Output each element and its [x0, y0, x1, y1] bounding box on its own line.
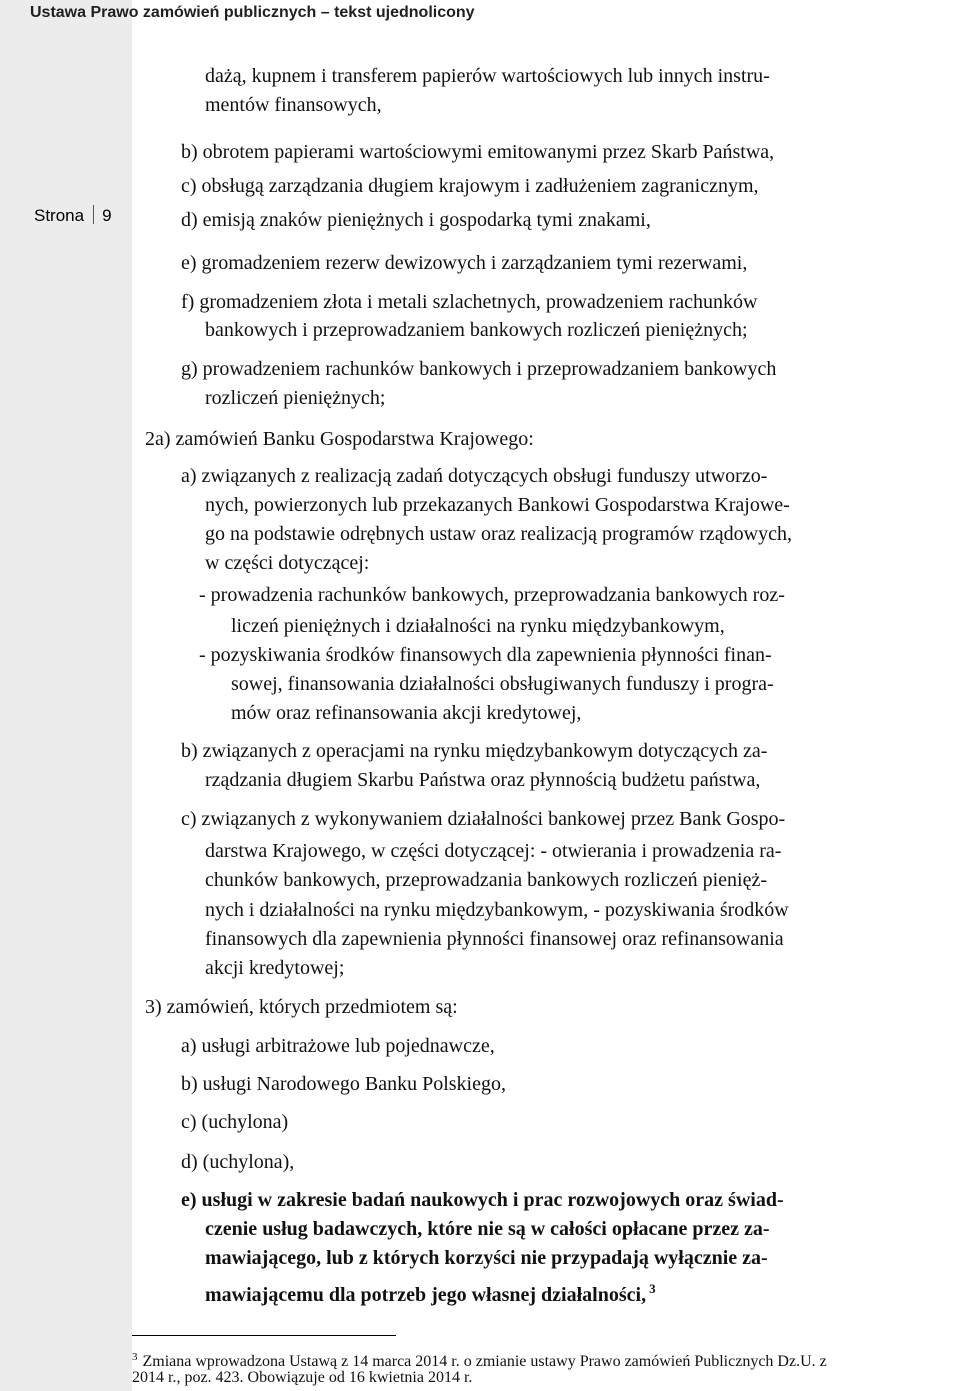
footnote-number: 3 [132, 1351, 138, 1363]
text-line: d) emisją znaków pieniężnych i gospodarką tymi znakami, [181, 209, 651, 231]
text-line: nych, powierzonych lub przekazanych Bankowi Gospodarstwa Krajowe- [205, 494, 790, 516]
text-line: c) obsługą zarządzania długiem krajowym i zadłużeniem zagranicznym, [181, 175, 759, 197]
text-line: chunków bankowych, przeprowadzania bankowych rozliczeń pienięż- [205, 869, 767, 891]
text-line: b) związanych z operacjami na rynku międzybankowym dotyczących za- [181, 740, 768, 762]
text-line-bold: e) usługi w zakresie badań naukowych i prac rozwojowych oraz świad- [181, 1189, 784, 1211]
text-line: b) obrotem papierami wartościowymi emitowanymi przez Skarb Państwa, [181, 141, 775, 163]
page-label-text: Strona [34, 206, 85, 225]
text-line: c) (uchylona) [181, 1111, 289, 1133]
text-line: f) gromadzeniem złota i metali szlachetnych, prowadzeniem rachunków [181, 291, 758, 313]
text-line: dażą, kupnem i transferem papierów wartościowych lub innych instru- [205, 65, 770, 87]
footnote-text: Zmiana wprowadzona Ustawą z 14 marca 2014 r. o zmianie ustawy Prawo zamówień Publicznych Dz.U. z [142, 1353, 827, 1370]
text-line: b) usługi Narodowego Banku Polskiego, [181, 1073, 506, 1095]
text-line: bankowych i przeprowadzaniem bankowych rozliczeń pieniężnych; [205, 319, 748, 341]
text-line-bold: mawiającemu dla potrzeb jego własnej działalności, [205, 1284, 647, 1306]
text-line: go na podstawie odrębnych ustaw oraz realizacją programów rządowych, [205, 523, 792, 545]
text-line: g) prowadzeniem rachunków bankowych i przeprowadzaniem bankowych [181, 358, 777, 380]
text-line: 3) zamówień, których przedmiotem są: [145, 996, 458, 1018]
text-line: - prowadzenia rachunków bankowych, przeprowadzania bankowych roz- [199, 584, 785, 606]
footnote-reference[interactable]: 3 [649, 1281, 656, 1296]
text-line: a) usługi arbitrażowe lub pojednawcze, [181, 1035, 495, 1057]
text-line: liczeń pieniężnych i działalności na rynku międzybankowym, [231, 615, 725, 637]
text-line: finansowych dla zapewnienia płynności finansowej oraz refinansowania [205, 928, 784, 950]
text-line: sowej, finansowania działalności obsługiwanych funduszy i progra- [231, 673, 774, 695]
text-line: nych i działalności na rynku międzybankowym, - pozyskiwania środków [205, 899, 789, 921]
text-line: mentów finansowych, [205, 94, 382, 116]
text-line: w części dotyczącej: [205, 552, 370, 574]
text-line: 2a) zamówień Banku Gospodarstwa Krajowego: [145, 428, 534, 450]
text-line: a) związanych z realizacją zadań dotyczących obsługi funduszy utworzo- [181, 465, 768, 487]
document-header: Ustawa Prawo zamówień publicznych – tekst ujednolicony [30, 4, 475, 21]
page-number-label [34, 205, 112, 227]
text-line: d) (uchylona), [181, 1151, 295, 1173]
text-line: akcji kredytowej; [205, 957, 345, 979]
text-line-bold: mawiającego, lub z których korzyści nie przypadają wyłącznie za- [205, 1247, 768, 1269]
page-label-separator [93, 205, 94, 224]
text-line-bold: czenie usług badawczych, które nie są w całości opłacane przez za- [205, 1218, 770, 1240]
text-line: - pozyskiwania środków finansowych dla zapewnienia płynności finan- [199, 644, 772, 666]
text-line: mów oraz refinansowania akcji kredytowej, [231, 702, 582, 724]
text-line: rządzania długiem Skarbu Państwa oraz płynnością budżetu państwa, [205, 769, 761, 791]
text-line: e) gromadzeniem rezerw dewizowych i zarządzaniem tymi rezerwami, [181, 252, 748, 274]
footnote-separator [132, 1335, 396, 1336]
footnote-line: 2014 r., poz. 423. Obowiązuje od 16 kwietnia 2014 r. [132, 1369, 473, 1386]
text-line-bold-with-footnote [205, 1274, 656, 1310]
text-line: rozliczeń pieniężnych; [205, 387, 386, 409]
page-number: 9 [102, 206, 112, 225]
text-line: c) związanych z wykonywaniem działalności bankowej przez Bank Gospo- [181, 808, 786, 830]
text-line: darstwa Krajowego, w części dotyczącej: - otwierania i prowadzenia ra- [205, 840, 782, 862]
